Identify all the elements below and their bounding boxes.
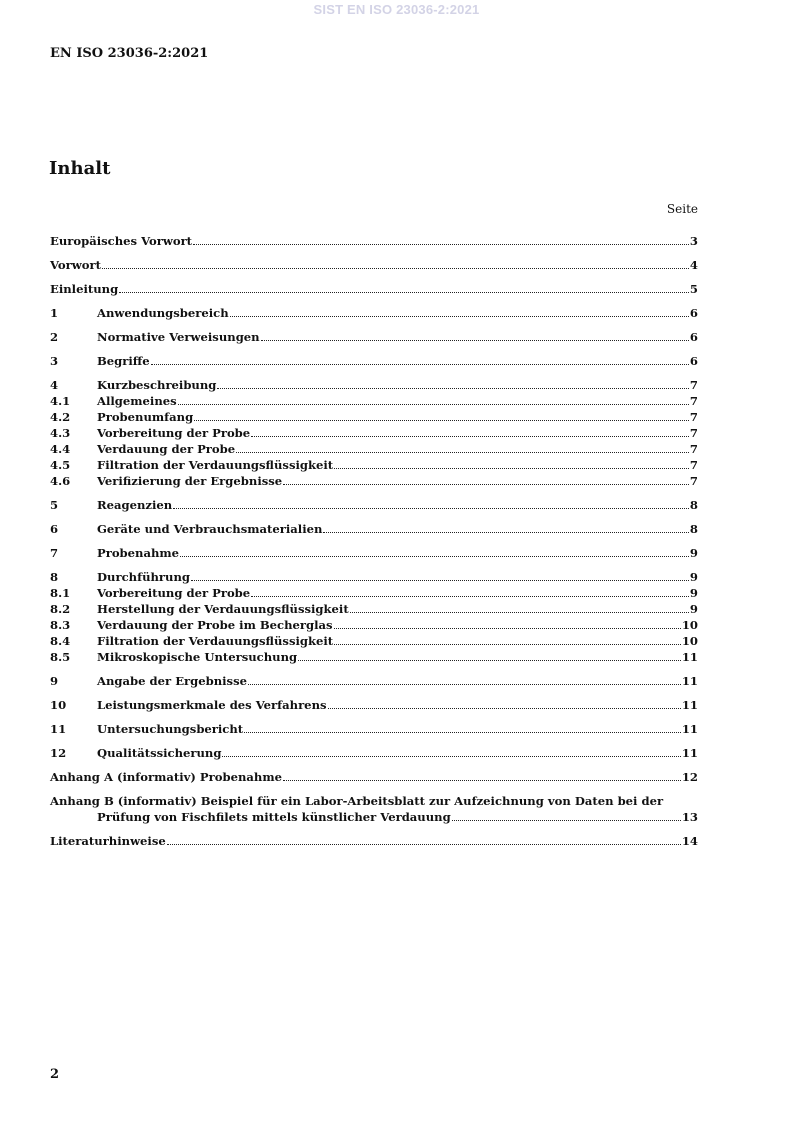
dot-leader bbox=[222, 755, 680, 757]
toc-entry-label: Verdauung der Probe im Becherglas bbox=[97, 618, 333, 632]
toc-entry-page: 7 bbox=[689, 394, 698, 408]
toc-entry-label: Anwendungsbereich bbox=[97, 306, 229, 320]
toc-entry-number: 10 bbox=[50, 698, 67, 712]
toc-entry-label: Einleitung bbox=[50, 282, 119, 296]
toc-entry[interactable] bbox=[50, 409, 698, 425]
toc-entry-page: 6 bbox=[689, 330, 698, 344]
footer-page-number: 2 bbox=[50, 1067, 60, 1082]
toc-entry-bibliography[interactable] bbox=[50, 833, 698, 849]
toc-entry-number: 6 bbox=[50, 522, 59, 536]
dot-leader bbox=[173, 507, 689, 509]
toc-entry-label: Vorbereitung der Probe bbox=[97, 426, 251, 440]
toc-entry-label: Filtration der Verdauungsflüssigkeit bbox=[97, 458, 334, 472]
toc-entry-number: 3 bbox=[50, 354, 59, 368]
toc-entry-label: Europäisches Vorwort bbox=[50, 234, 193, 248]
dot-leader bbox=[283, 483, 689, 485]
toc-entry-page: 14 bbox=[681, 834, 698, 848]
toc-entry[interactable] bbox=[50, 329, 698, 345]
dot-leader bbox=[251, 595, 689, 597]
dot-leader bbox=[180, 555, 689, 557]
dot-leader bbox=[194, 419, 689, 421]
toc-entry[interactable] bbox=[50, 457, 698, 473]
watermark: SIST EN ISO 23036-2:2021 bbox=[313, 2, 480, 17]
toc-entry-number: 11 bbox=[50, 722, 67, 736]
toc-entry-page: 10 bbox=[681, 618, 698, 632]
dot-leader bbox=[119, 291, 689, 293]
toc-entry-number: 8.1 bbox=[50, 586, 71, 600]
toc-entry-label: Anhang A (informativ) Probenahme bbox=[50, 770, 282, 784]
dot-leader bbox=[261, 339, 689, 341]
toc-entry[interactable] bbox=[50, 521, 698, 537]
toc-entry[interactable] bbox=[50, 745, 698, 761]
toc-entry-page: 4 bbox=[689, 258, 698, 272]
toc-entry[interactable] bbox=[50, 393, 698, 409]
toc-entry-page: 7 bbox=[689, 426, 698, 440]
toc-entry-label: Probenumfang bbox=[97, 410, 194, 424]
toc-entry[interactable] bbox=[50, 673, 698, 689]
dot-leader bbox=[323, 531, 689, 533]
toc-entry-page: 13 bbox=[681, 810, 698, 824]
toc-entry-label: Normative Verweisungen bbox=[97, 330, 260, 344]
toc-entry-number: 4 bbox=[50, 378, 59, 392]
toc-entry-label: Untersuchungsbericht bbox=[97, 722, 244, 736]
dot-leader bbox=[251, 435, 689, 437]
toc-entry-label-line1: Anhang B (informativ) Beispiel für ein Labor-Arbeitsblatt zur Aufzeichnung von Daten bei der bbox=[50, 794, 664, 808]
toc-entry-label: Leistungsmerkmale des Verfahrens bbox=[97, 698, 327, 712]
toc-entry-page: 9 bbox=[689, 546, 698, 560]
toc-entry-number: 8.4 bbox=[50, 634, 71, 648]
toc-entry[interactable] bbox=[50, 697, 698, 713]
toc-entry-page: 6 bbox=[689, 354, 698, 368]
toc-entry-label: Qualitätssicherung bbox=[97, 746, 222, 760]
toc-entry-page: 11 bbox=[681, 698, 698, 712]
toc-entry[interactable] bbox=[50, 233, 698, 249]
dot-leader bbox=[217, 387, 689, 389]
toc-entry-label: Literaturhinweise bbox=[50, 834, 166, 848]
toc-entry-number: 12 bbox=[50, 746, 67, 760]
dot-leader bbox=[193, 243, 689, 245]
toc-entry-page: 6 bbox=[689, 306, 698, 320]
toc-entry[interactable] bbox=[50, 377, 698, 393]
dot-leader bbox=[230, 315, 689, 317]
toc-entry-label: Vorwort bbox=[50, 258, 101, 272]
toc-entry-page: 11 bbox=[681, 722, 698, 736]
toc-entry-page: 12 bbox=[681, 770, 698, 784]
toc-entry-number: 8.5 bbox=[50, 650, 71, 664]
dot-leader bbox=[102, 267, 689, 269]
toc-entry-page: 7 bbox=[689, 442, 698, 456]
toc-main-entries bbox=[50, 233, 698, 761]
toc-entry[interactable] bbox=[50, 281, 698, 297]
toc-entry-page: 8 bbox=[689, 522, 698, 536]
toc-entry-page: 11 bbox=[681, 674, 698, 688]
toc-entry-number: 8 bbox=[50, 570, 59, 584]
toc-entry-label: Geräte und Verbrauchsmaterialien bbox=[97, 522, 323, 536]
toc-entry-number: 9 bbox=[50, 674, 59, 688]
toc-entry[interactable] bbox=[50, 569, 698, 585]
toc-entry[interactable] bbox=[50, 497, 698, 513]
toc-entry-number: 2 bbox=[50, 330, 59, 344]
dot-leader bbox=[236, 451, 689, 453]
dot-leader bbox=[334, 643, 681, 645]
toc-entry-label: Mikroskopische Untersuchung bbox=[97, 650, 298, 664]
dot-leader bbox=[178, 403, 689, 405]
toc-entry-page: 9 bbox=[689, 570, 698, 584]
toc-entry-page: 11 bbox=[681, 650, 698, 664]
toc-entry-number: 5 bbox=[50, 498, 59, 512]
document-id: EN ISO 23036-2:2021 bbox=[50, 46, 209, 61]
toc-entry-page: 5 bbox=[689, 282, 698, 296]
dot-leader bbox=[151, 363, 689, 365]
toc-entry-number: 1 bbox=[50, 306, 59, 320]
toc-entry-label: Verifizierung der Ergebnisse bbox=[97, 474, 283, 488]
toc-entry-label: Allgemeines bbox=[97, 394, 177, 408]
toc-entry-number: 8.3 bbox=[50, 618, 71, 632]
toc-entry-label: Verdauung der Probe bbox=[97, 442, 236, 456]
toc-entry-page: 10 bbox=[681, 634, 698, 648]
dot-leader bbox=[167, 843, 681, 845]
toc-entry[interactable] bbox=[50, 617, 698, 633]
dot-leader bbox=[283, 779, 681, 781]
toc-entry-label: Begriffe bbox=[97, 354, 150, 368]
table-of-contents bbox=[50, 233, 698, 849]
toc-entry[interactable] bbox=[50, 545, 698, 561]
toc-entry-label: Filtration der Verdauungsflüssigkeit bbox=[97, 634, 334, 648]
toc-entry-page: 7 bbox=[689, 474, 698, 488]
toc-entry-page: 9 bbox=[689, 602, 698, 616]
toc-entry[interactable] bbox=[50, 305, 698, 321]
toc-entry[interactable] bbox=[50, 585, 698, 601]
toc-entry-page: 7 bbox=[689, 458, 698, 472]
toc-entry[interactable] bbox=[50, 601, 698, 617]
dot-leader bbox=[248, 683, 681, 685]
toc-entry-label: Herstellung der Verdauungsflüssigkeit bbox=[97, 602, 349, 616]
toc-entry-label: Angabe der Ergebnisse bbox=[97, 674, 247, 688]
toc-entry[interactable] bbox=[50, 649, 698, 665]
toc-entry-label: Reagenzien bbox=[97, 498, 173, 512]
toc-entry[interactable] bbox=[50, 633, 698, 649]
toc-entry-label: Durchführung bbox=[97, 570, 190, 584]
dot-leader bbox=[298, 659, 681, 661]
toc-entry[interactable] bbox=[50, 721, 698, 737]
toc-entry[interactable] bbox=[50, 441, 698, 457]
toc-entry-number: 4.2 bbox=[50, 410, 71, 424]
toc-entry-number: 7 bbox=[50, 546, 59, 560]
toc-entry-annex-a[interactable] bbox=[50, 769, 698, 785]
dot-leader bbox=[334, 467, 689, 469]
page-column-label: Seite bbox=[666, 202, 698, 216]
toc-entry-number: 8.2 bbox=[50, 602, 71, 616]
toc-entry[interactable] bbox=[50, 473, 698, 489]
toc-entry-number: 4.3 bbox=[50, 426, 71, 440]
toc-entry[interactable] bbox=[50, 353, 698, 369]
dot-leader bbox=[350, 611, 689, 613]
toc-entry-page: 9 bbox=[689, 586, 698, 600]
toc-entry[interactable] bbox=[50, 425, 698, 441]
dot-leader bbox=[244, 731, 681, 733]
dot-leader bbox=[334, 627, 681, 629]
toc-entry-page: 3 bbox=[689, 234, 698, 248]
toc-entry-label: Probenahme bbox=[97, 546, 180, 560]
dot-leader bbox=[191, 579, 689, 581]
toc-entry-page: 7 bbox=[689, 410, 698, 424]
toc-entry-page: 8 bbox=[689, 498, 698, 512]
toc-entry-annex-b[interactable] bbox=[50, 793, 698, 825]
toc-entry-number: 4.4 bbox=[50, 442, 71, 456]
toc-entry-number: 4.5 bbox=[50, 458, 71, 472]
toc-entry[interactable] bbox=[50, 257, 698, 273]
toc-entry-page: 11 bbox=[681, 746, 698, 760]
dot-leader bbox=[328, 707, 681, 709]
toc-entry-number: 4.1 bbox=[50, 394, 71, 408]
toc-entry-label: Kurzbeschreibung bbox=[97, 378, 217, 392]
toc-entry-label-line2: Prüfung von Fischfilets mittels künstlicher Verdauung bbox=[97, 810, 451, 824]
dot-leader bbox=[452, 819, 681, 821]
toc-entry-number: 4.6 bbox=[50, 474, 71, 488]
toc-entry-label: Vorbereitung der Probe bbox=[97, 586, 251, 600]
toc-entry-page: 7 bbox=[689, 378, 698, 392]
page-title: Inhalt bbox=[49, 158, 111, 179]
